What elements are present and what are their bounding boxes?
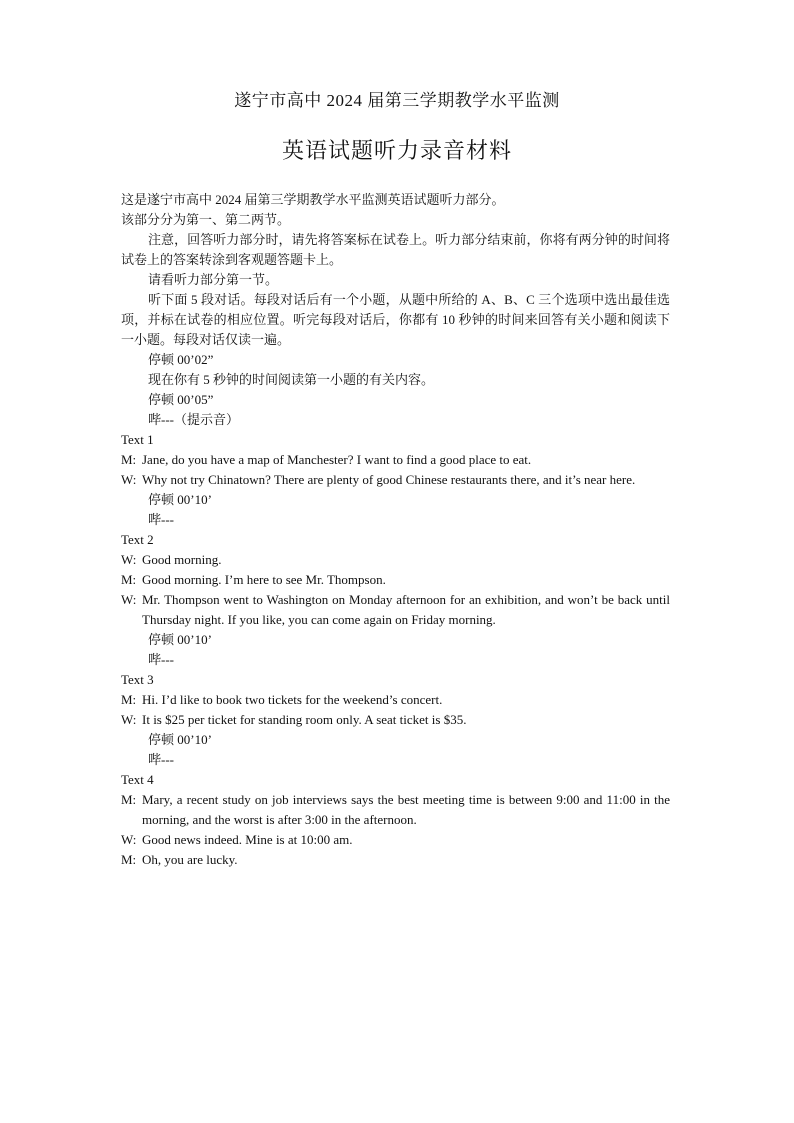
dialogue-text: Mary, a recent study on job interviews says the best meeting time is between 9:00 and 11:00 in the morning, and the worst is after 3:00 in the afternoon. bbox=[142, 792, 670, 827]
intro-line: 这是遂宁市高中 2024 届第三学期教学水平监测英语试题听力部分。 bbox=[121, 192, 505, 207]
speaker-label: M: bbox=[121, 852, 137, 867]
dialogue-line bbox=[121, 590, 670, 630]
dialogue-line bbox=[121, 690, 670, 710]
read-prompt: 现在你有 5 秒钟的时间阅读第一小题的有关内容。 bbox=[148, 372, 435, 387]
speaker-label: W: bbox=[121, 472, 137, 487]
text-label: Text 4 bbox=[121, 772, 154, 787]
text-label: Text 3 bbox=[121, 672, 154, 687]
document-body bbox=[121, 190, 670, 870]
beep-line: 哔--- bbox=[148, 512, 174, 527]
dialogue-text: Mr. Thompson went to Washington on Monday afternoon for an exhibition, and won’t be back until Thursday night. If you like, you can come again on Friday morning. bbox=[142, 592, 670, 627]
pause-line: 停顿 00’10’ bbox=[148, 492, 212, 507]
dialogue-text: Good morning. bbox=[142, 552, 222, 567]
beep-line: 哔---（提示音） bbox=[148, 412, 239, 427]
dialogue-text: It is $25 per ticket for standing room only. A seat ticket is $35. bbox=[142, 712, 467, 727]
text-label: Text 1 bbox=[121, 432, 154, 447]
notice-paragraph: 注意，回答听力部分时，请先将答案标在试卷上。听力部分结束前，你将有两分钟的时间将试卷上的答案转涂到客观题答题卡上。 bbox=[121, 232, 670, 267]
section-heading: 请看听力部分第一节。 bbox=[148, 272, 279, 287]
instructions-paragraph: 听下面 5 段对话。每段对话后有一个小题，从题中所给的 A、B、C 三个选项中选出最佳选项，并标在试卷的相应位置。听完每段对话后，你都有 10 秒钟的时间来回答有关小题和阅读下一小题。每段对话仅读一遍。 bbox=[121, 292, 670, 347]
speaker-label: M: bbox=[121, 792, 137, 807]
dialogue-text: Jane, do you have a map of Manchester? I want to find a good place to eat. bbox=[142, 452, 532, 467]
speaker-label: W: bbox=[121, 552, 137, 567]
speaker-label: M: bbox=[121, 572, 137, 587]
speaker-label: W: bbox=[121, 832, 137, 847]
dialogue-line bbox=[121, 450, 670, 470]
document-title: 遂宁市高中 2024 届第三学期教学水平监测 bbox=[234, 91, 560, 110]
dialogue-text: Good morning. I’m here to see Mr. Thompson. bbox=[142, 572, 386, 587]
beep-line: 哔--- bbox=[148, 652, 174, 667]
dialogue-line bbox=[121, 570, 670, 590]
text-label: Text 2 bbox=[121, 532, 154, 547]
speaker-label: M: bbox=[121, 692, 137, 707]
dialogue-line bbox=[121, 790, 670, 830]
dialogue-text: Good news indeed. Mine is at 10:00 am. bbox=[142, 832, 353, 847]
document-subtitle: 英语试题听力录音材料 bbox=[281, 138, 512, 163]
speaker-label: W: bbox=[121, 712, 137, 727]
dialogue-text: Why not try Chinatown? There are plenty of good Chinese restaurants there, and it’s near here. bbox=[142, 472, 636, 487]
dialogue-text: Hi. I’d like to book two tickets for the weekend’s concert. bbox=[142, 692, 443, 707]
dialogue-line bbox=[121, 470, 670, 490]
dialogue-line bbox=[121, 830, 670, 850]
intro-line: 该部分分为第一、第二两节。 bbox=[121, 212, 291, 227]
pause-line: 停顿 00’05” bbox=[148, 392, 214, 407]
pause-line: 停顿 00’10’ bbox=[148, 632, 212, 647]
speaker-label: M: bbox=[121, 452, 137, 467]
beep-line: 哔--- bbox=[148, 752, 174, 767]
pause-line: 停顿 00’02” bbox=[148, 352, 214, 367]
speaker-label: W: bbox=[121, 592, 137, 607]
dialogue-text: Oh, you are lucky. bbox=[142, 852, 238, 867]
dialogue-line bbox=[121, 550, 670, 570]
pause-line: 停顿 00’10’ bbox=[148, 732, 212, 747]
dialogue-line bbox=[121, 710, 670, 730]
dialogue-line bbox=[121, 850, 670, 870]
